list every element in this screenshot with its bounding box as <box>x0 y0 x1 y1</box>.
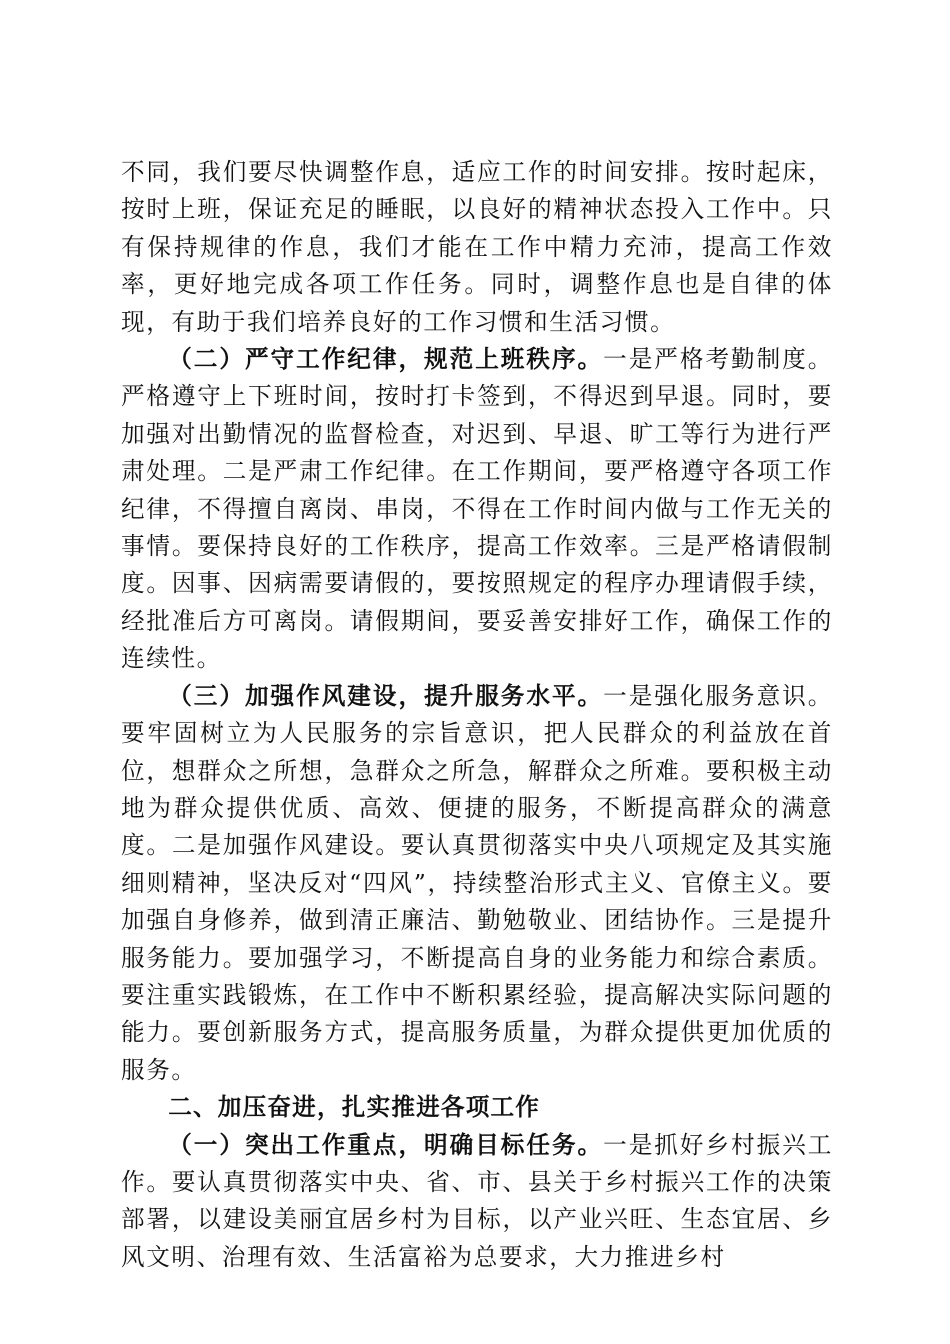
paragraph-lead: （一）突出工作重点，明确目标任务。 <box>168 1130 604 1159</box>
paragraph-key-tasks <box>121 1127 833 1277</box>
document-body <box>121 154 833 1276</box>
continuation-paragraph: 不同，我们要尽快调整作息，适应工作的时间安排。按时起床，按时上班，保证充足的睡眠，以良好的精神状态投入工作中。只有保持规律的作息，我们才能在工作中精力充沛，提高工作效率，更好地完成各项工作任务。同时，调整作息也是自律的体现，有助于我们培养良好的工作习惯和生活习惯。 <box>121 158 833 336</box>
paragraph-discipline <box>121 341 833 678</box>
paragraph-text: 一是强化服务意识。要牢固树立为人民服务的宗旨意识，把人民群众的利益放在首位，想群众之所想，急群众之所急，解群众之所难。要积极主动地为群众提供优质、高效、便捷的服务，不断提高群众的满意度。二是加强作风建设。要认真贯彻落实中央八项规定及其实施细则精神，坚决反对“四风”，持续整治形式主义、官僚主义。要加强自身修养，做到清正廉洁、勤勉敬业、团结协作。三是提升服务能力。要加强学习，不断提高自身的业务能力和综合素质。要注重实践锻炼，在工作中不断积累经验，提高解决实际问题的能力。要创新服务方式，提高服务质量，为群众提供更加优质的服务。 <box>121 681 833 1084</box>
paragraph-work-style <box>121 678 833 1089</box>
paragraph-text: 一是抓好乡村振兴工作。要认真贯彻落实中央、省、市、县关于乡村振兴工作的决策部署，以建设美丽宜居乡村为目标，以产业兴旺、生态宜居、乡风文明、治理有效、生活富裕为总要求，大力推进乡村 <box>121 1130 833 1271</box>
paragraph-text: 一是严格考勤制度。严格遵守上下班时间，按时打卡签到，不得迟到早退。同时，要加强对出勤情况的监督检查，对迟到、早退、旷工等行为进行严肃处理。二是严肃工作纪律。在工作期间，要严格遵守各项工作纪律，不得擅自离岗、串岗，不得在工作时间内做与工作无关的事情。要保持良好的工作秩序，提高工作效率。三是严格请假制度。因事、因病需要请假的，要按照规定的程序办理请假手续，经批准后方可离岗。请假期间，要妥善安排好工作，确保工作的连续性。 <box>121 345 833 673</box>
section-heading: 二、加压奋进，扎实推进各项工作 <box>168 1093 541 1122</box>
paragraph-lead: （二）严守工作纪律，规范上班秩序。 <box>168 345 604 374</box>
paragraph-lead: （三）加强作风建设，提升服务水平。 <box>168 681 604 710</box>
